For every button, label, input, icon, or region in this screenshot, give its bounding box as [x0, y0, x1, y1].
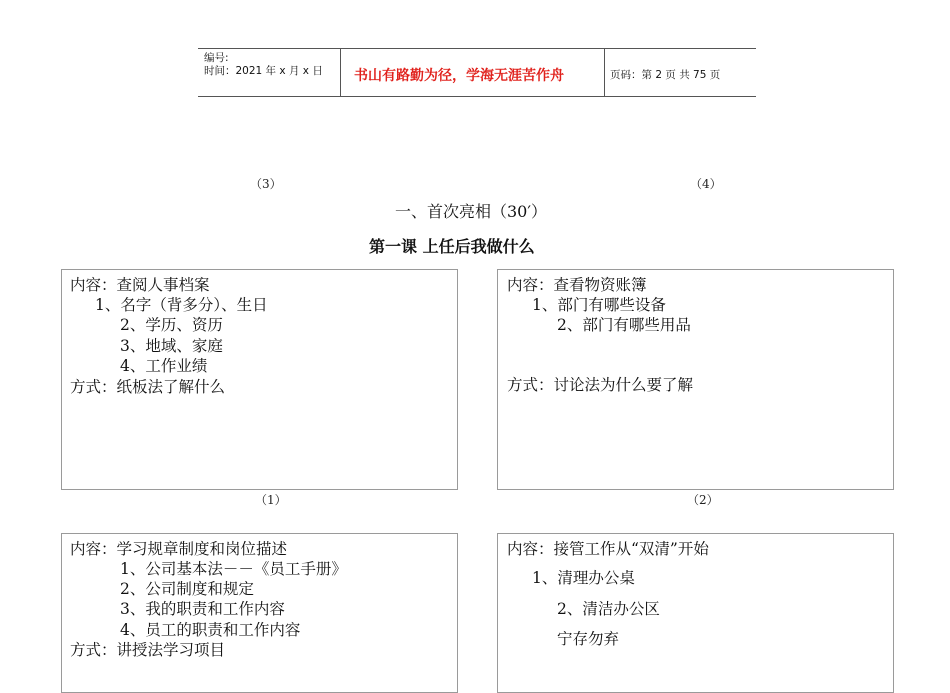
content-box-1 [61, 269, 458, 490]
box-line: 内容：查阅人事档案 [70, 276, 210, 294]
box-line: 内容：查看物资账簿 [507, 276, 647, 294]
lesson-title: 第一课 上任后我做什么 [369, 237, 535, 256]
box-line: 1、清理办公桌 [532, 569, 635, 587]
header-motto: 书山有路勤为径，学海无涯苦作舟 [354, 68, 564, 84]
box-line: 1、公司基本法－－《员工手册》 [120, 560, 347, 578]
box-line: 方式：讲授法学习项目 [70, 641, 226, 659]
section-title: 一、首次亮相（30′） [395, 202, 547, 221]
box-line: 3、我的职责和工作内容 [120, 600, 285, 618]
serial-label: 编号: [204, 52, 229, 64]
box-line: 内容：接管工作从“双清”开始 [507, 540, 709, 558]
caption-4: （4） [690, 177, 722, 191]
box-line: 2、学历、资历 [120, 316, 223, 334]
content-box-3 [61, 533, 458, 693]
content-box-4 [497, 533, 894, 693]
box-line: 4、工作业绩 [120, 357, 208, 375]
page-info: 页码：第 2 页 共 75 页 [610, 69, 721, 81]
time-label: 时间：2021 年 x 月 x 日 [204, 65, 323, 77]
document-header [198, 48, 756, 97]
box-line: 方式：讨论法为什么要了解 [507, 376, 694, 394]
box-line: 宁存勿弃 [557, 630, 620, 648]
content-box-2 [497, 269, 894, 490]
box-line: 2、公司制度和规定 [120, 580, 254, 598]
header-divider [604, 49, 605, 96]
box-line: 内容：学习规章制度和岗位描述 [70, 540, 288, 558]
caption-2: （2） [687, 493, 719, 507]
box-line: 1、名字（背多分）、生日 [95, 296, 268, 314]
box-line: 4、员工的职责和工作内容 [120, 621, 301, 639]
header-divider [340, 49, 341, 96]
box-line: 方式：纸板法了解什么 [70, 378, 226, 396]
header-meta [204, 52, 323, 78]
box-line: 2、清洁办公区 [557, 600, 660, 618]
caption-1: （1） [255, 493, 287, 507]
box-line: 3、地域、家庭 [120, 337, 223, 355]
caption-3: （3） [250, 177, 282, 191]
box-line: 1、部门有哪些设备 [532, 296, 666, 314]
box-line: 2、部门有哪些用品 [557, 316, 691, 334]
